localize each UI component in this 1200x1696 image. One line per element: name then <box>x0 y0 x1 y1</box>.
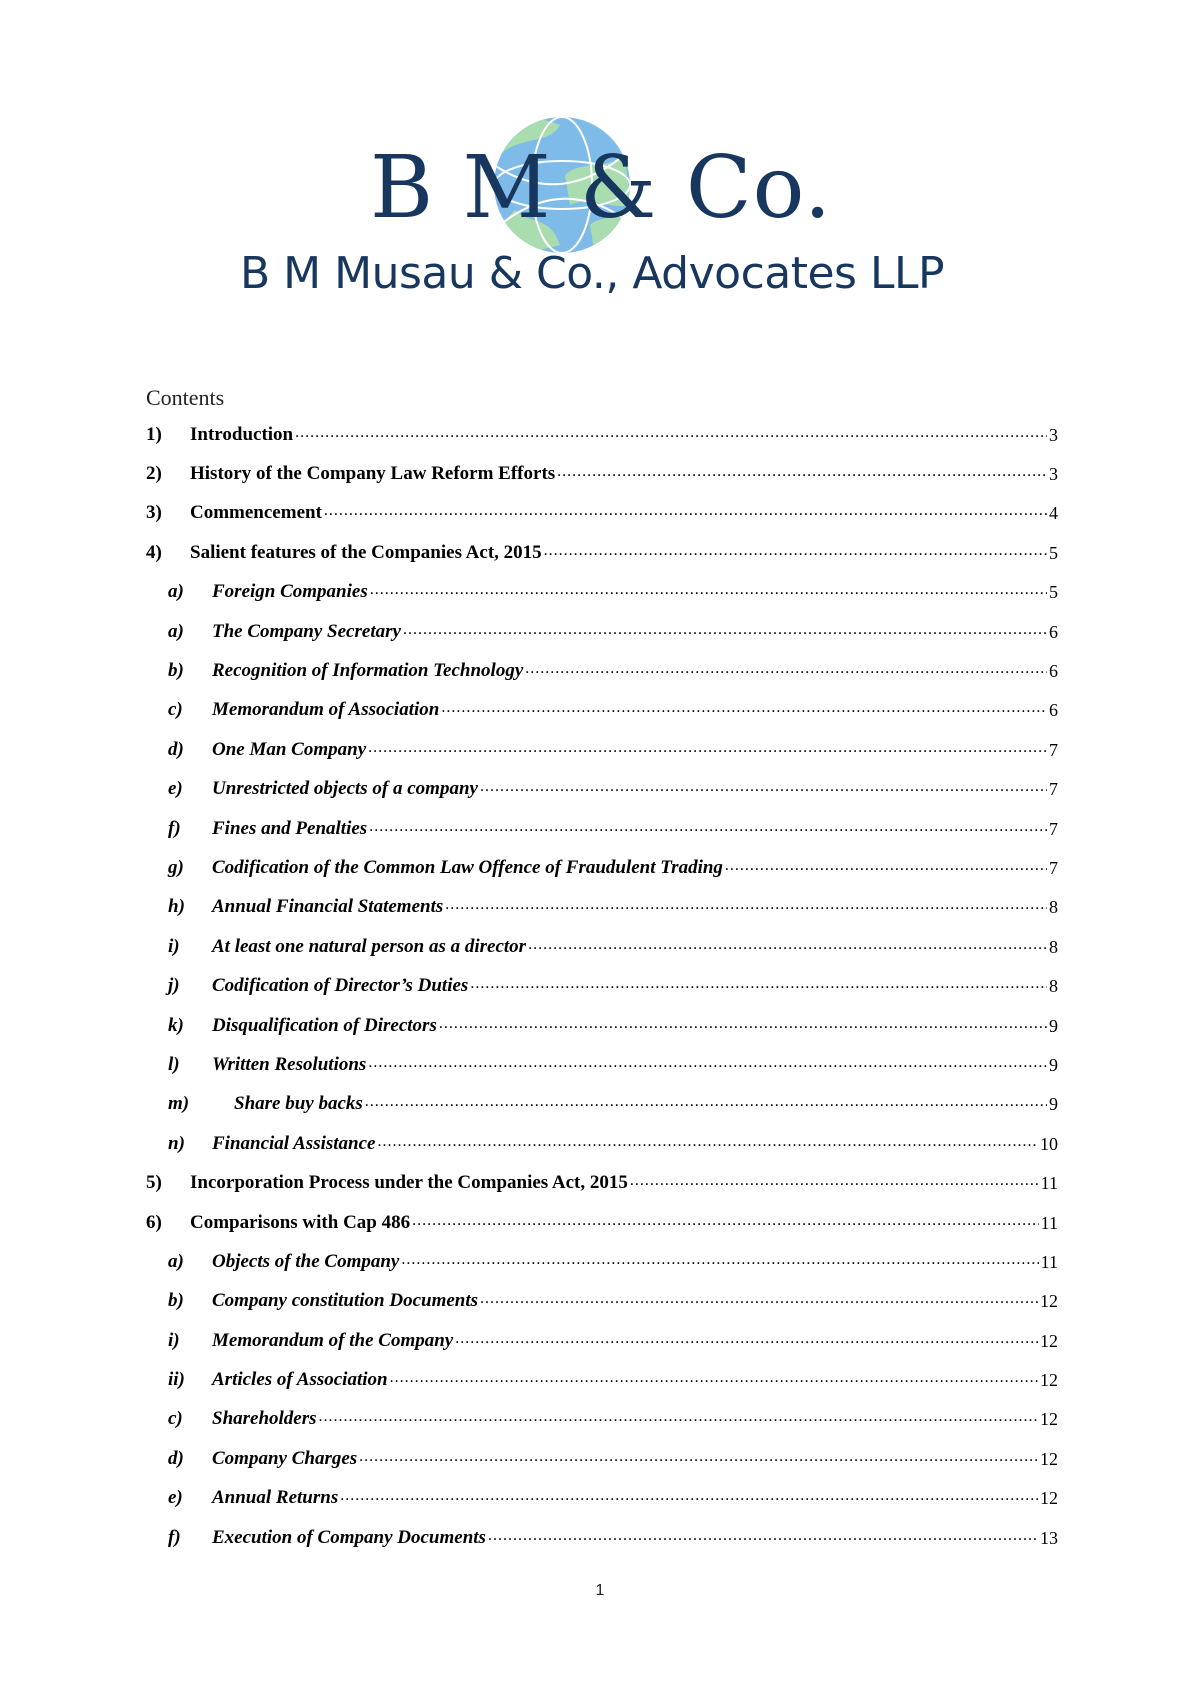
toc-entry-number: n) <box>168 1132 185 1154</box>
dot-leader <box>528 935 1047 959</box>
toc-entry-label: Articles of Association <box>212 1369 388 1391</box>
dot-leader <box>359 1447 1038 1471</box>
logo-main-text: B M & Co. <box>370 138 833 238</box>
toc-entry-label: Execution of Company Documents <box>212 1526 486 1548</box>
dot-leader <box>445 895 1047 919</box>
toc-entry-label: Memorandum of the Company <box>212 1329 454 1351</box>
dot-leader <box>324 501 1047 525</box>
dot-leader <box>412 1211 1039 1235</box>
toc-entry-label: Comparisons with Cap 486 <box>190 1211 411 1233</box>
toc-entry-label: Foreign Companies <box>212 581 368 603</box>
toc-entry-number: c) <box>168 1408 183 1430</box>
toc-entry[interactable] <box>146 848 1058 887</box>
toc-entry-page: 7 <box>1049 739 1058 760</box>
dot-leader <box>401 1250 1038 1274</box>
toc-entry[interactable] <box>146 1045 1058 1084</box>
toc-entry[interactable] <box>146 533 1058 572</box>
toc-entry-number: 5) <box>146 1172 162 1194</box>
toc-entry-number: 1) <box>146 423 162 445</box>
toc-entry-label: Disqualification of Directors <box>212 1014 437 1036</box>
toc-entry-number: d) <box>168 1447 184 1469</box>
toc-entry-page: 5 <box>1049 542 1058 563</box>
toc-entry-number: 3) <box>146 502 162 524</box>
toc-entry-label: Recognition of Information Technology <box>212 660 524 682</box>
dot-leader <box>295 423 1047 447</box>
toc-entry-page: 12 <box>1040 1291 1058 1312</box>
dot-leader <box>340 1486 1038 1510</box>
toc-entry[interactable] <box>146 1124 1058 1163</box>
toc-entry-label: Introduction <box>190 423 294 445</box>
table-of-contents <box>146 415 1058 1557</box>
toc-entry-page: 7 <box>1049 818 1058 839</box>
toc-entry-number: ii) <box>168 1369 185 1391</box>
toc-entry-number: a) <box>168 1250 184 1272</box>
toc-entry[interactable] <box>146 1321 1058 1360</box>
dot-leader <box>390 1368 1038 1392</box>
dot-leader <box>403 620 1047 644</box>
dot-leader <box>470 974 1047 998</box>
toc-entry-page: 12 <box>1040 1488 1058 1509</box>
dot-leader <box>441 698 1047 722</box>
dot-leader <box>630 1171 1039 1195</box>
dot-leader <box>525 659 1047 683</box>
toc-entry-page: 7 <box>1049 779 1058 800</box>
toc-entry-page: 9 <box>1049 1054 1058 1075</box>
toc-entry-page: 11 <box>1040 1212 1058 1233</box>
toc-entry-label: Written Resolutions <box>212 1053 367 1075</box>
toc-entry-label: Codification of the Common Law Offence of Fraudulent Trading <box>212 856 723 878</box>
toc-entry-label: Company constitution Documents <box>212 1290 479 1312</box>
toc-entry[interactable] <box>146 651 1058 690</box>
toc-entry[interactable] <box>146 494 1058 533</box>
toc-entry-page: 9 <box>1049 1094 1058 1115</box>
toc-entry[interactable] <box>146 888 1058 927</box>
dot-leader <box>368 1053 1047 1077</box>
dot-leader <box>370 580 1047 604</box>
toc-entry-number: j) <box>168 975 180 997</box>
toc-entry-page: 13 <box>1040 1527 1058 1548</box>
toc-entry-number: m) <box>168 1093 190 1115</box>
toc-entry-number: f) <box>168 817 181 839</box>
toc-entry[interactable] <box>146 1479 1058 1518</box>
toc-entry[interactable] <box>146 1085 1058 1124</box>
toc-entry[interactable] <box>146 1360 1058 1399</box>
toc-entry[interactable] <box>146 1006 1058 1045</box>
logo-sub-text: B M Musau & Co., Advocates LLP <box>240 248 945 299</box>
toc-entry[interactable] <box>146 1439 1058 1478</box>
toc-entry[interactable] <box>146 1282 1058 1321</box>
toc-entry[interactable] <box>146 1163 1058 1202</box>
toc-entry[interactable] <box>146 1242 1058 1281</box>
toc-entry[interactable] <box>146 809 1058 848</box>
toc-entry-number: a) <box>168 581 184 603</box>
toc-entry-number: 4) <box>146 541 162 563</box>
toc-entry-label: History of the Company Law Reform Efforts <box>190 463 556 485</box>
toc-entry[interactable] <box>146 1400 1058 1439</box>
toc-entry-number: i) <box>168 1329 180 1351</box>
toc-entry-page: 5 <box>1049 582 1058 603</box>
dot-leader <box>488 1526 1038 1550</box>
toc-entry-page: 6 <box>1049 621 1058 642</box>
dot-leader <box>480 777 1047 801</box>
toc-entry-page: 12 <box>1040 1330 1058 1351</box>
dot-leader <box>480 1289 1038 1313</box>
toc-entry-number: d) <box>168 738 184 760</box>
toc-entry-page: 6 <box>1049 700 1058 721</box>
page-number: 1 <box>595 1582 605 1599</box>
toc-entry[interactable] <box>146 927 1058 966</box>
toc-entry-number: i) <box>168 935 180 957</box>
dot-leader <box>365 1092 1047 1116</box>
toc-entry-label: Annual Returns <box>212 1487 339 1509</box>
toc-entry-number: f) <box>168 1526 181 1548</box>
toc-entry-page: 7 <box>1049 857 1058 878</box>
toc-entry-label: Memorandum of Association <box>212 699 440 721</box>
toc-entry-number: 2) <box>146 463 162 485</box>
toc-entry-label: The Company Secretary <box>212 620 401 642</box>
toc-entry-label: Objects of the Company <box>212 1250 400 1272</box>
toc-entry-page: 3 <box>1049 464 1058 485</box>
toc-entry-number: a) <box>168 620 184 642</box>
toc-heading: Contents <box>146 385 225 410</box>
toc-entry-label: Commencement <box>190 502 322 524</box>
dot-leader <box>369 817 1047 841</box>
toc-entry[interactable] <box>146 612 1058 651</box>
dot-leader <box>368 738 1047 762</box>
dot-leader <box>455 1329 1038 1353</box>
toc-entry-label: Share buy backs <box>234 1093 363 1115</box>
dot-leader <box>319 1407 1038 1431</box>
toc-entry-label: Codification of Director’s Duties <box>212 975 469 997</box>
toc-entry-label: Unrestricted objects of a company <box>212 778 478 800</box>
firm-logo <box>230 115 970 315</box>
toc-entry-page: 10 <box>1040 1133 1058 1154</box>
toc-entry-page: 11 <box>1040 1173 1058 1194</box>
toc-entry-number: e) <box>168 1487 183 1509</box>
toc-entry[interactable] <box>146 770 1058 809</box>
toc-entry-page: 9 <box>1049 1015 1058 1036</box>
toc-entry-number: g) <box>168 856 184 878</box>
toc-entry-label: One Man Company <box>212 738 367 760</box>
toc-entry[interactable] <box>146 454 1058 493</box>
toc-entry-page: 12 <box>1040 1409 1058 1430</box>
toc-entry-page: 3 <box>1049 424 1058 445</box>
toc-entry[interactable] <box>146 1518 1058 1557</box>
toc-entry[interactable] <box>146 573 1058 612</box>
dot-leader <box>544 541 1047 565</box>
toc-entry[interactable] <box>146 691 1058 730</box>
toc-entry-page: 4 <box>1049 503 1058 524</box>
toc-entry-number: l) <box>168 1053 180 1075</box>
toc-entry-page: 6 <box>1049 661 1058 682</box>
toc-entry[interactable] <box>146 415 1058 454</box>
dot-leader <box>377 1132 1038 1156</box>
toc-entry-page: 8 <box>1049 897 1058 918</box>
toc-entry[interactable] <box>146 1203 1058 1242</box>
toc-entry-page: 8 <box>1049 936 1058 957</box>
toc-entry-label: Financial Assistance <box>212 1132 376 1154</box>
toc-entry-label: At least one natural person as a director <box>212 935 527 957</box>
toc-entry-label: Company Charges <box>212 1447 358 1469</box>
dot-leader <box>725 856 1047 880</box>
toc-entry-page: 12 <box>1040 1448 1058 1469</box>
toc-entry-number: h) <box>168 896 185 918</box>
toc-entry-number: c) <box>168 699 183 721</box>
toc-entry-label: Fines and Penalties <box>212 817 368 839</box>
toc-entry[interactable] <box>146 730 1058 769</box>
toc-entry-number: b) <box>168 660 184 682</box>
dot-leader <box>439 1014 1047 1038</box>
toc-entry-page: 8 <box>1049 976 1058 997</box>
toc-entry-label: Incorporation Process under the Companies Act, 2015 <box>190 1172 628 1194</box>
toc-entry-label: Annual Financial Statements <box>212 896 444 918</box>
toc-entry-label: Shareholders <box>212 1408 317 1430</box>
toc-entry-number: b) <box>168 1290 184 1312</box>
toc-entry-page: 11 <box>1040 1251 1058 1272</box>
toc-entry-number: 6) <box>146 1211 162 1233</box>
toc-entry[interactable] <box>146 966 1058 1005</box>
toc-entry-number: k) <box>168 1014 184 1036</box>
toc-entry-page: 12 <box>1040 1370 1058 1391</box>
toc-entry-number: e) <box>168 778 183 800</box>
dot-leader <box>557 462 1047 486</box>
toc-entry-label: Salient features of the Companies Act, 2015 <box>190 541 542 563</box>
